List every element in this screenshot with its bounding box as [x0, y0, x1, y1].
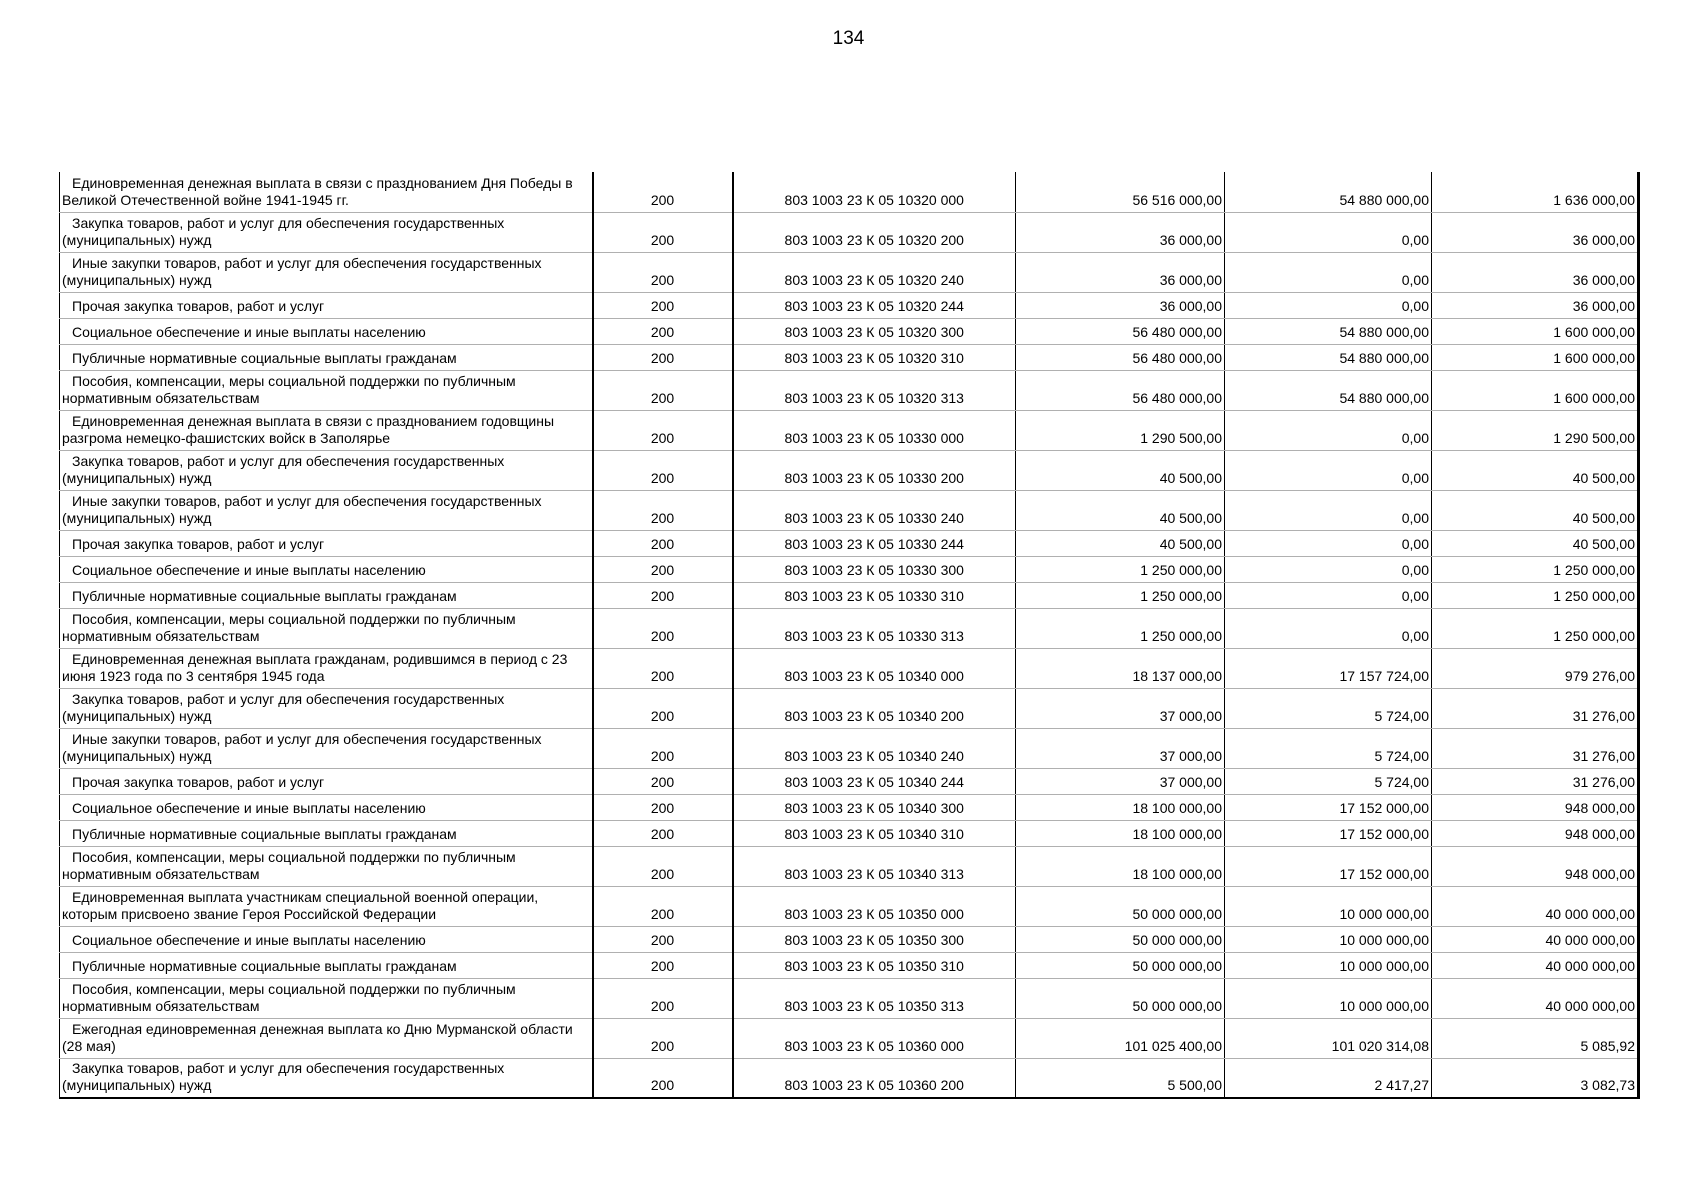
row-name: Прочая закупка товаров, работ и услуг	[60, 530, 593, 556]
row-kbk: 803 1003 23 К 05 10340 244	[733, 768, 1016, 794]
row-approved: 56 480 000,00	[1016, 370, 1225, 410]
row-executed: 54 880 000,00	[1225, 344, 1432, 370]
row-executed: 0,00	[1225, 252, 1432, 292]
row-executed: 0,00	[1225, 212, 1432, 252]
row-approved: 1 290 500,00	[1016, 410, 1225, 450]
row-unexecuted: 979 276,00	[1432, 648, 1639, 688]
row-code: 200	[593, 886, 733, 926]
row-name: Социальное обеспечение и иные выплаты населению	[60, 556, 593, 582]
row-executed: 10 000 000,00	[1225, 926, 1432, 952]
row-executed: 5 724,00	[1225, 688, 1432, 728]
table-row	[60, 794, 1639, 820]
table-row	[60, 768, 1639, 794]
row-unexecuted: 1 600 000,00	[1432, 344, 1639, 370]
row-approved: 37 000,00	[1016, 768, 1225, 794]
row-unexecuted: 31 276,00	[1432, 768, 1639, 794]
row-executed: 54 880 000,00	[1225, 318, 1432, 344]
row-name: Пособия, компенсации, меры социальной поддержки по публичным нормативным обязательствам	[60, 846, 593, 886]
row-executed: 10 000 000,00	[1225, 952, 1432, 978]
row-unexecuted: 36 000,00	[1432, 252, 1639, 292]
row-name: Пособия, компенсации, меры социальной поддержки по публичным нормативным обязательствам	[60, 978, 593, 1018]
row-kbk: 803 1003 23 К 05 10320 300	[733, 318, 1016, 344]
table-row	[60, 1058, 1639, 1098]
row-name: Единовременная денежная выплата в связи с празднованием годовщины разгрома немецко-фашистских войск в Заполярье	[60, 410, 593, 450]
table-row	[60, 952, 1639, 978]
row-executed: 0,00	[1225, 490, 1432, 530]
row-executed: 0,00	[1225, 556, 1432, 582]
row-unexecuted: 3 082,73	[1432, 1058, 1639, 1098]
row-executed: 17 152 000,00	[1225, 846, 1432, 886]
row-kbk: 803 1003 23 К 05 10330 240	[733, 490, 1016, 530]
row-kbk: 803 1003 23 К 05 10350 300	[733, 926, 1016, 952]
row-executed: 2 417,27	[1225, 1058, 1432, 1098]
row-code: 200	[593, 370, 733, 410]
row-name: Прочая закупка товаров, работ и услуг	[60, 768, 593, 794]
row-code: 200	[593, 794, 733, 820]
row-unexecuted: 31 276,00	[1432, 688, 1639, 728]
row-approved: 18 137 000,00	[1016, 648, 1225, 688]
row-approved: 40 500,00	[1016, 490, 1225, 530]
row-code: 200	[593, 450, 733, 490]
row-executed: 10 000 000,00	[1225, 886, 1432, 926]
row-name: Социальное обеспечение и иные выплаты населению	[60, 926, 593, 952]
table-row	[60, 608, 1639, 648]
table-row	[60, 886, 1639, 926]
row-code: 200	[593, 172, 733, 212]
row-name: Социальное обеспечение и иные выплаты населению	[60, 794, 593, 820]
table-row	[60, 212, 1639, 252]
row-executed: 10 000 000,00	[1225, 978, 1432, 1018]
row-executed: 5 724,00	[1225, 728, 1432, 768]
row-executed: 0,00	[1225, 410, 1432, 450]
row-approved: 5 500,00	[1016, 1058, 1225, 1098]
row-kbk: 803 1003 23 К 05 10320 240	[733, 252, 1016, 292]
row-kbk: 803 1003 23 К 05 10330 310	[733, 582, 1016, 608]
row-name: Публичные нормативные социальные выплаты гражданам	[60, 952, 593, 978]
row-kbk: 803 1003 23 К 05 10320 310	[733, 344, 1016, 370]
row-name: Публичные нормативные социальные выплаты гражданам	[60, 344, 593, 370]
row-unexecuted: 948 000,00	[1432, 846, 1639, 886]
row-unexecuted: 40 500,00	[1432, 530, 1639, 556]
row-approved: 1 250 000,00	[1016, 556, 1225, 582]
row-approved: 18 100 000,00	[1016, 794, 1225, 820]
table-row	[60, 728, 1639, 768]
row-code: 200	[593, 530, 733, 556]
row-approved: 56 480 000,00	[1016, 318, 1225, 344]
row-unexecuted: 1 250 000,00	[1432, 556, 1639, 582]
row-kbk: 803 1003 23 К 05 10330 313	[733, 608, 1016, 648]
row-approved: 36 000,00	[1016, 292, 1225, 318]
row-unexecuted: 36 000,00	[1432, 212, 1639, 252]
row-executed: 17 152 000,00	[1225, 820, 1432, 846]
table-row	[60, 1018, 1639, 1058]
row-executed: 17 152 000,00	[1225, 794, 1432, 820]
row-unexecuted: 948 000,00	[1432, 794, 1639, 820]
table-row	[60, 820, 1639, 846]
row-name: Иные закупки товаров, работ и услуг для обеспечения государственных (муниципальных) нужд	[60, 490, 593, 530]
table-row	[60, 582, 1639, 608]
table-row	[60, 344, 1639, 370]
row-unexecuted: 40 000 000,00	[1432, 978, 1639, 1018]
table-row	[60, 556, 1639, 582]
table-row	[60, 410, 1639, 450]
row-unexecuted: 5 085,92	[1432, 1018, 1639, 1058]
row-name: Пособия, компенсации, меры социальной поддержки по публичным нормативным обязательствам	[60, 370, 593, 410]
row-approved: 37 000,00	[1016, 688, 1225, 728]
row-approved: 56 516 000,00	[1016, 172, 1225, 212]
row-name: Закупка товаров, работ и услуг для обеспечения государственных (муниципальных) нужд	[60, 688, 593, 728]
row-unexecuted: 36 000,00	[1432, 292, 1639, 318]
row-approved: 50 000 000,00	[1016, 978, 1225, 1018]
row-code: 200	[593, 648, 733, 688]
row-approved: 1 250 000,00	[1016, 582, 1225, 608]
row-approved: 50 000 000,00	[1016, 926, 1225, 952]
row-code: 200	[593, 344, 733, 370]
table-row	[60, 490, 1639, 530]
row-unexecuted: 31 276,00	[1432, 728, 1639, 768]
table-row	[60, 530, 1639, 556]
row-kbk: 803 1003 23 К 05 10340 313	[733, 846, 1016, 886]
row-code: 200	[593, 410, 733, 450]
row-unexecuted: 948 000,00	[1432, 820, 1639, 846]
row-unexecuted: 1 250 000,00	[1432, 582, 1639, 608]
row-unexecuted: 40 500,00	[1432, 450, 1639, 490]
row-kbk: 803 1003 23 К 05 10330 200	[733, 450, 1016, 490]
row-unexecuted: 40 000 000,00	[1432, 926, 1639, 952]
budget-table	[59, 172, 1640, 1099]
row-name: Закупка товаров, работ и услуг для обеспечения государственных (муниципальных) нужд	[60, 1058, 593, 1098]
row-kbk: 803 1003 23 К 05 10340 300	[733, 794, 1016, 820]
row-name: Прочая закупка товаров, работ и услуг	[60, 292, 593, 318]
row-name: Единовременная денежная выплата гражданам, родившимся в период с 23 июня 1923 года по 3 сентября 1945 года	[60, 648, 593, 688]
row-name: Закупка товаров, работ и услуг для обеспечения государственных (муниципальных) нужд	[60, 212, 593, 252]
row-executed: 0,00	[1225, 582, 1432, 608]
row-kbk: 803 1003 23 К 05 10360 000	[733, 1018, 1016, 1058]
row-code: 200	[593, 978, 733, 1018]
row-approved: 101 025 400,00	[1016, 1018, 1225, 1058]
row-name: Публичные нормативные социальные выплаты гражданам	[60, 820, 593, 846]
row-unexecuted: 40 000 000,00	[1432, 952, 1639, 978]
row-name: Пособия, компенсации, меры социальной поддержки по публичным нормативным обязательствам	[60, 608, 593, 648]
row-name: Ежегодная единовременная денежная выплата ко Дню Мурманской области (28 мая)	[60, 1018, 593, 1058]
row-code: 200	[593, 490, 733, 530]
table-row	[60, 318, 1639, 344]
row-kbk: 803 1003 23 К 05 10330 244	[733, 530, 1016, 556]
row-unexecuted: 40 500,00	[1432, 490, 1639, 530]
row-approved: 1 250 000,00	[1016, 608, 1225, 648]
row-approved: 18 100 000,00	[1016, 846, 1225, 886]
row-code: 200	[593, 952, 733, 978]
row-kbk: 803 1003 23 К 05 10340 000	[733, 648, 1016, 688]
row-approved: 18 100 000,00	[1016, 820, 1225, 846]
table-row	[60, 172, 1639, 212]
row-kbk: 803 1003 23 К 05 10340 240	[733, 728, 1016, 768]
row-code: 200	[593, 846, 733, 886]
row-unexecuted: 1 600 000,00	[1432, 318, 1639, 344]
row-code: 200	[593, 820, 733, 846]
row-kbk: 803 1003 23 К 05 10320 244	[733, 292, 1016, 318]
row-name: Закупка товаров, работ и услуг для обеспечения государственных (муниципальных) нужд	[60, 450, 593, 490]
row-approved: 37 000,00	[1016, 728, 1225, 768]
table-row	[60, 370, 1639, 410]
row-executed: 5 724,00	[1225, 768, 1432, 794]
row-kbk: 803 1003 23 К 05 10320 313	[733, 370, 1016, 410]
row-kbk: 803 1003 23 К 05 10340 310	[733, 820, 1016, 846]
row-kbk: 803 1003 23 К 05 10330 000	[733, 410, 1016, 450]
row-kbk: 803 1003 23 К 05 10320 200	[733, 212, 1016, 252]
row-executed: 0,00	[1225, 292, 1432, 318]
row-kbk: 803 1003 23 К 05 10340 200	[733, 688, 1016, 728]
row-approved: 50 000 000,00	[1016, 886, 1225, 926]
row-name: Социальное обеспечение и иные выплаты населению	[60, 318, 593, 344]
row-name: Единовременная денежная выплата в связи с празднованием Дня Победы в Великой Отечественной войне 1941-1945 гг.	[60, 172, 593, 212]
row-executed: 54 880 000,00	[1225, 172, 1432, 212]
row-executed: 101 020 314,08	[1225, 1018, 1432, 1058]
row-name: Иные закупки товаров, работ и услуг для обеспечения государственных (муниципальных) нужд	[60, 728, 593, 768]
row-approved: 36 000,00	[1016, 252, 1225, 292]
row-approved: 36 000,00	[1016, 212, 1225, 252]
row-approved: 56 480 000,00	[1016, 344, 1225, 370]
table-row	[60, 450, 1639, 490]
row-executed: 17 157 724,00	[1225, 648, 1432, 688]
row-unexecuted: 1 636 000,00	[1432, 172, 1639, 212]
table-row	[60, 292, 1639, 318]
row-executed: 0,00	[1225, 450, 1432, 490]
row-kbk: 803 1003 23 К 05 10350 310	[733, 952, 1016, 978]
row-executed: 0,00	[1225, 530, 1432, 556]
row-code: 200	[593, 212, 733, 252]
row-unexecuted: 1 290 500,00	[1432, 410, 1639, 450]
row-kbk: 803 1003 23 К 05 10350 313	[733, 978, 1016, 1018]
table-row	[60, 648, 1639, 688]
table-row	[60, 252, 1639, 292]
row-kbk: 803 1003 23 К 05 10360 200	[733, 1058, 1016, 1098]
table-row	[60, 846, 1639, 886]
row-code: 200	[593, 728, 733, 768]
row-name: Иные закупки товаров, работ и услуг для обеспечения государственных (муниципальных) нужд	[60, 252, 593, 292]
row-code: 200	[593, 252, 733, 292]
row-code: 200	[593, 1018, 733, 1058]
row-code: 200	[593, 768, 733, 794]
table-row	[60, 688, 1639, 728]
row-executed: 0,00	[1225, 608, 1432, 648]
row-kbk: 803 1003 23 К 05 10330 300	[733, 556, 1016, 582]
row-code: 200	[593, 582, 733, 608]
row-code: 200	[593, 1058, 733, 1098]
row-approved: 40 500,00	[1016, 450, 1225, 490]
row-unexecuted: 40 000 000,00	[1432, 886, 1639, 926]
row-code: 200	[593, 556, 733, 582]
row-code: 200	[593, 926, 733, 952]
row-code: 200	[593, 292, 733, 318]
row-approved: 40 500,00	[1016, 530, 1225, 556]
row-name: Публичные нормативные социальные выплаты гражданам	[60, 582, 593, 608]
row-kbk: 803 1003 23 К 05 10320 000	[733, 172, 1016, 212]
row-name: Единовременная выплата участникам специальной военной операции, которым присвоено звание Героя Российской Федерации	[60, 886, 593, 926]
row-code: 200	[593, 608, 733, 648]
row-executed: 54 880 000,00	[1225, 370, 1432, 410]
table-row	[60, 926, 1639, 952]
row-code: 200	[593, 688, 733, 728]
table-row	[60, 978, 1639, 1018]
row-approved: 50 000 000,00	[1016, 952, 1225, 978]
row-code: 200	[593, 318, 733, 344]
row-unexecuted: 1 250 000,00	[1432, 608, 1639, 648]
row-unexecuted: 1 600 000,00	[1432, 370, 1639, 410]
page-number: 134	[832, 28, 865, 49]
row-kbk: 803 1003 23 К 05 10350 000	[733, 886, 1016, 926]
